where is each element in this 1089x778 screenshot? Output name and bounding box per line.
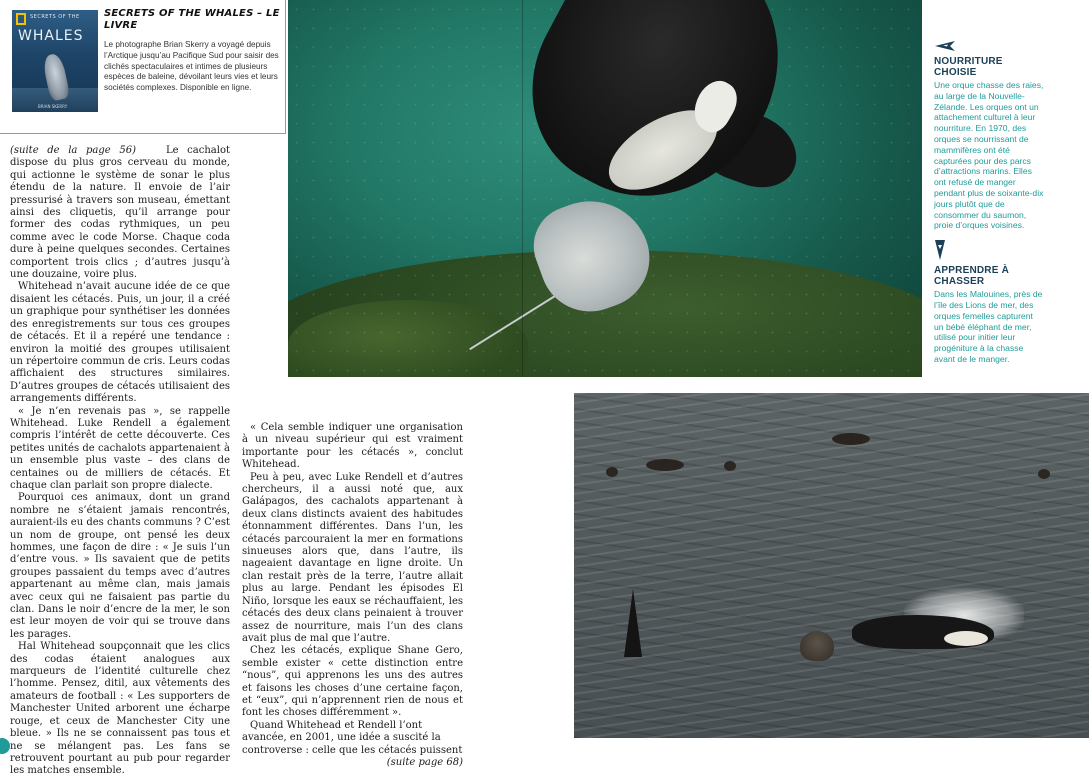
article-paragraph: Pourquoi ces animaux, dont un grand nombre ne s’étaient jamais rencontrés, auraient-ils eu des chants communs ? C’est un nom de groupe, ont pensé les deux hommes, une façon de dire : « Je suis l’un d’entre vous. » Ils savaient que de petits groupes passaient du temps avec d’autres appartenant au même clan, mais jamais avec ceux qui ne faisaient pas partie du clan. Dans le noir d’encre de la mer, le son est leur moyen de voir qui se trouve dans les parages. [10,492,230,640]
caption-text: Une orque chasse des raies, au large de la Nouvelle-Zélande. Les orques ont un attachement culturel à leur nourriture. En 1970, des orques se nourrissant de mammifères ont été capturées pour des parcs d’attractions marins. Elles ont refusé de manger pendant plus de soixante-dix jours plutôt que de consommer du saumon, proie d’orques voisines. [934,80,1044,231]
article-paragraph: Chez les cétacés, explique Shane Gero, semble exister « cette distinction entre “nous”, qui apprenons les uns des autres et faisons les choses d’une certaine façon, et “eux”, qui n’apprennent rien de nous et font les choses différemment ». [242,645,463,719]
photo-captions-sidebar [934,40,1044,365]
book-promo-box [0,0,286,134]
elephant-seal-pup [800,631,834,661]
orcas-with-elephant-seal-pup-photo [574,393,1089,738]
article-column-1 [10,145,230,778]
orca-eye-patch [944,631,988,646]
continued-to-ref[interactable]: (suite page 68) [386,756,463,768]
orca-diving-icon [934,239,946,261]
article-paragraph: Whitehead n’avait aucune idée de ce que disaient les cétacés. Puis, un jour, il a créé un graphique pour synthétiser les données des enregistrements sur tous ces groupes de cétacés. Et il a repéré une tendance : environ la moitié des groupes utilisaient un répertoire commun de cris. Leurs codas affichaient des structures similaires. D’autres groupes de cétacés utilisaient des arrangements différents. [10,281,230,405]
choppy-water [574,393,1089,738]
caption-heading: APPRENDRE À CHASSER [934,265,1009,288]
orca-dorsal-fin [624,589,642,657]
article-paragraph [10,145,230,281]
sea-lion-head [606,467,618,477]
book-cover-image [12,10,98,112]
article-paragraph: « Cela semble indiquer une organisation à un niveau supérieur qui est vraiment importante pour les cétacés », conclut Whitehead. [242,422,463,471]
orca-hunting-ray-photo [288,0,922,377]
article-paragraph: « Je n’en revenais pas », se rappelle Whitehead. Luke Rendell a également compris l’intérêt de cette découverte. Ces petites unités de cachalots appartenaient à un ensemble plus vaste – des clans de centaines ou de milliers de cétacés. Et chaque clan parlait son propre dialecte. [10,405,230,491]
article-paragraph [242,719,463,768]
cover-title: WHALES [18,28,84,44]
caption-heading: NOURRITURE CHOISIE [934,56,1003,78]
kelp-patch [832,433,870,445]
sea-lion-head [724,461,736,471]
caption-section [934,40,1044,231]
nat-geo-logo-icon [16,13,26,25]
article-paragraph: Hal Whitehead soupçonnait que les clics des codas étaient analogues aux marqueurs de l’identité culturelle chez l’homme. Pensez, ditil, aux vêtements des amateurs de football : « Les supporters de Manchester United arborent une écharpe rouge, et ceux de Manchester City une bleue. » Ils ne se connaissent pas tous et ne se mélangent pas. Les fans se retrouvent pourtant au pub pour regarder les matches ensemble. [10,641,230,777]
continued-from-ref[interactable]: (suite de la page 56) [10,145,136,156]
orca-icon [934,40,956,52]
paragraph-text: Quand Whitehead et Rendell l’ont avancée, en 2001, une idée a suscité la controverse : celle que les cétacés puissent [242,719,463,756]
page-marker [0,738,10,754]
cover-subtitle: SECRETS OF THE [30,14,80,20]
book-title: SECRETS OF THE WHALES – LE LIVRE [104,8,280,31]
kelp-patch [646,459,684,471]
cover-author: BRIAN SKERRY [38,104,68,109]
article-column-2 [242,422,463,769]
article-paragraph: Peu à peu, avec Luke Rendell et d’autres chercheurs, il a aussi noté que, aux Galápagos, des cachalots appartenant à deux clans distincts avaient des habitudes étonnamment différentes. Dans l’un, les cétacés parcouraient la mer en formations sinueuses alors que, dans l’autre, ils nageaient davantage en ligne droite. Un clan restait près de la terre, l’autre allait plus au large. Pendant les épisodes El Niño, lorsque les eaux se réchauffaient, les cétacés des deux clans peinaient à trouver assez de nourriture, mais l’un des clans avait plus de mal que l’autre. [242,471,463,644]
caption-section [934,239,1044,365]
page-gutter [522,0,523,377]
paragraph-text: Le cachalot dispose du plus gros cerveau du monde, qui actionne le système de sonar le plus étendu de la nature. Il envoie de l’air pressurisé à travers son museau, émettant ainsi des cliquetis, qu’il arrange pour former des codas rythmiques, un peu comme avec le code Morse. Chaque coda dure à peine quelques secondes. Certaines comportent trois clics ; d’autres jusqu’à une douzaine, voire plus. [10,145,230,281]
sea-lion-head [1038,469,1050,479]
caption-text: Dans les Malouines, près de l’île des Lions de mer, des orques femelles capturent un bébé éléphant de mer, utilisé pour initier leur progéniture à la chasse avant de le manger. [934,289,1043,364]
book-description: Le photographe Brian Skerry a voyagé depuis l’Arctique jusqu’au Pacifique Sud pour saisir des clichés spectaculaires et intimes de plusieurs espèces de baleine, dévoilant leurs vies et leurs sociétés complexes. Disponible en ligne. [104,40,279,93]
